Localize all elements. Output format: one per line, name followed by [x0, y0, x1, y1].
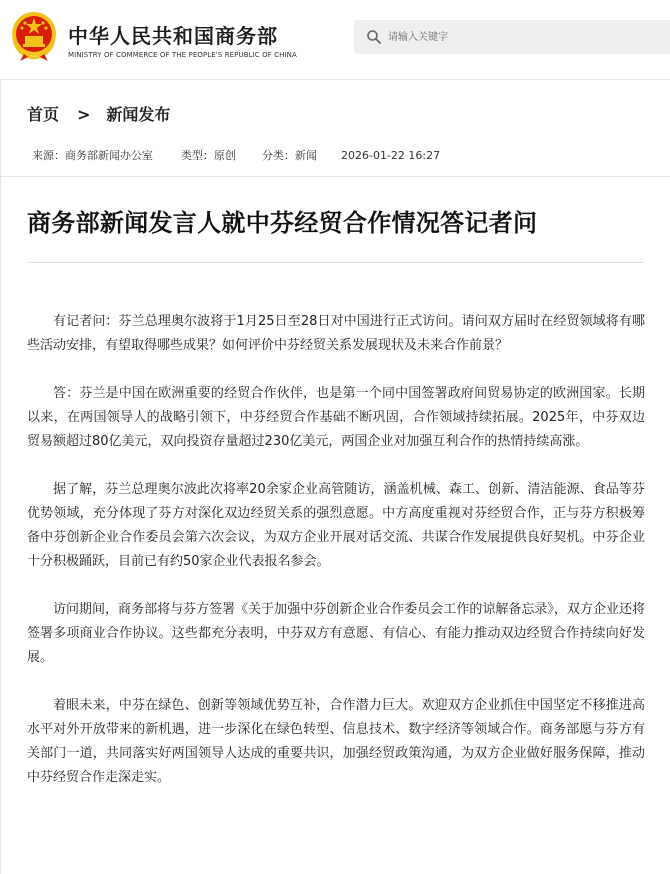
- site-subtitle: MINISTRY OF COMMERCE OF THE PEOPLE'S REPUBLIC OF CHINA: [68, 51, 297, 59]
- breadcrumb-home-link[interactable]: 首页: [27, 105, 60, 124]
- article-paragraph: 有记者问：芬兰总理奥尔波将于1月25日至28日对中国进行正式访问。请问双方届时在经贸领域将有哪些活动安排，有望取得哪些成果？如何评价中芬经贸关系发展现状及未来合作前景？: [27, 314, 645, 353]
- article-paragraph: 访问期间，商务部将与芬方签署《关于加强中芬创新企业合作委员会工作的谅解备忘录》，双方企业还将签署多项商业合作协议。这些都充分表明，中芬双方有意愿、有信心、有能力推动双边经贸合作持续向好发展。: [27, 602, 645, 665]
- site-title[interactable]: 中华人民共和国商务部: [68, 24, 278, 48]
- article-body: [27, 310, 645, 814]
- article-paragraph: 着眼未来，中芬在绿色、创新等领域优势互补，合作潜力巨大。欢迎双方企业抓住中国坚定不移推进高水平对外开放带来的新机遇，进一步深化在绿色转型、信息技术、数字经济等领域合作。商务部愿与芬方有关部门一道，共同落实好两国领导人达成的重要共识，加强经贸政策沟通，为双方企业做好服务保障，推动中芬经贸合作走深走实。: [27, 698, 645, 785]
- article-paragraph: 答：芬兰是中国在欧洲重要的经贸合作伙伴，也是第一个同中国签署政府间贸易协定的欧洲国家。长期以来，在两国领导人的战略引领下，中芬经贸合作基础不断巩固，合作领域持续拓展。2025年，中芬双边贸易额超过80亿美元，双向投资存量超过230亿美元，两国企业对加强互利合作的热情持续高涨。: [27, 386, 645, 449]
- article-title: 商务部新闻发言人就中芬经贸合作情况答记者问: [27, 209, 538, 237]
- article-paragraph: 据了解，芬兰总理奥尔波此次将率20余家企业高管随访，涵盖机械、森工、创新、清洁能源、食品等芬优势领域，充分体现了芬方对深化双边经贸关系的强烈意愿。中方高度重视对芬经贸合作，正与芬方积极筹备中芬创新企业合作委员会第六次会议，为双方企业开展对话交流、共谋合作发展提供良好契机。中芬企业十分积极踊跃，目前已有约50家企业代表报名参会。: [27, 482, 645, 569]
- national-emblem-icon[interactable]: [10, 10, 58, 62]
- meta-type: 类型：原创: [181, 149, 236, 162]
- article-meta: [32, 147, 440, 163]
- search-icon[interactable]: [366, 29, 382, 45]
- breadcrumb-section-link[interactable]: 新闻发布: [106, 105, 171, 124]
- breadcrumb: [27, 102, 170, 125]
- meta-category: 分类：新闻: [262, 149, 317, 162]
- meta-datetime: 2026-01-22 16:27: [341, 149, 441, 162]
- breadcrumb-separator: >: [77, 105, 91, 124]
- search-box: [354, 20, 670, 54]
- meta-source: 来源：商务部新闻办公室: [32, 149, 153, 162]
- search-input[interactable]: [388, 20, 658, 54]
- site-header: [0, 0, 670, 80]
- title-divider: [27, 262, 644, 263]
- left-divider: [0, 80, 1, 874]
- meta-divider: [0, 176, 670, 177]
